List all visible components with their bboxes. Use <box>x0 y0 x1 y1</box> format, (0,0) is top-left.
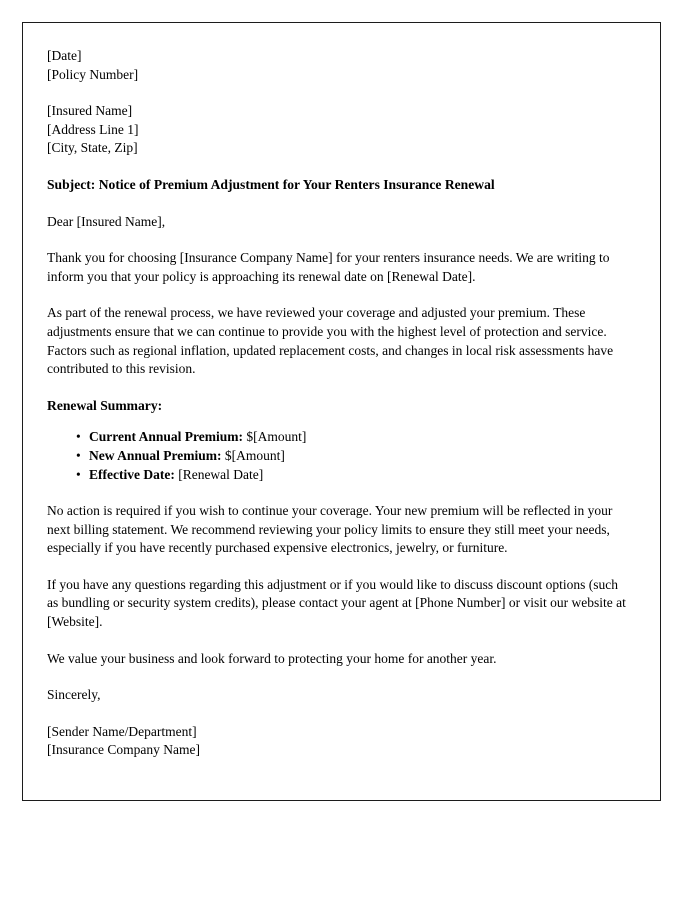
summary-item-value: $[Amount] <box>243 429 307 445</box>
subject-line: Subject: Notice of Premium Adjustment for Your Renters Insurance Renewal <box>47 176 495 192</box>
summary-item-label: Effective Date: <box>89 466 175 482</box>
signature-block <box>47 723 632 760</box>
summary-item-label: Current Annual Premium: <box>89 429 244 445</box>
closing-salutation: Sincerely, <box>47 687 101 703</box>
letter-header-block <box>47 47 632 84</box>
summary-item-value: $[Amount] <box>221 447 285 463</box>
renewal-summary-heading: Renewal Summary: <box>47 397 163 413</box>
paragraph-questions: If you have any questions regarding this adjustment or if you would like to discuss discount options (such as bundling or security system credits), please contact your agent at [Phone Number] or visit our website at [Website]. <box>47 576 626 630</box>
recipient-address-block <box>47 102 632 158</box>
paragraph-value-statement: We value your business and look forward to protecting your home for another year. <box>47 650 497 666</box>
policy-number-placeholder-line: [Policy Number] <box>47 66 139 82</box>
paragraph-intro: Thank you for choosing [Insurance Company Name] for your renters insurance needs. We are writing to inform you that your policy is approaching its renewal date on [Renewal Date]. <box>47 250 610 284</box>
letter-content <box>47 47 632 760</box>
address-line-1: [Address Line 1] <box>47 121 139 137</box>
paragraph-no-action: No action is required if you wish to continue your coverage. Your new premium will be reflected in your next billing statement. We recommend reviewing your policy limits to ensure they still meet your needs, especially if you have recently purchased expensive electronics, jewelry, or furniture. <box>47 503 613 556</box>
sender-name-line: [Sender Name/Department] <box>47 723 197 739</box>
paragraph-adjustment: As part of the renewal process, we have reviewed your coverage and adjusted your premium. These adjustments ensure that we can continue to provide you with the highest level of protection and service. Factors such as regional inflation, updated replacement costs, and changes in local risk assessments have contributed to this revision. <box>47 305 614 377</box>
insured-name-line: [Insured Name] <box>47 103 133 119</box>
summary-item-label: New Annual Premium: <box>89 447 222 463</box>
summary-item-value: [Renewal Date] <box>174 466 264 482</box>
salutation: Dear [Insured Name], <box>47 213 166 229</box>
list-item <box>89 466 632 485</box>
list-item <box>89 447 632 466</box>
list-item <box>89 428 632 447</box>
city-state-zip-line: [City, State, Zip] <box>47 140 138 156</box>
date-placeholder-line: [Date] <box>47 48 82 63</box>
company-name-line: [Insurance Company Name] <box>47 742 200 758</box>
letter-page-border <box>22 22 661 801</box>
renewal-summary-list <box>47 428 632 484</box>
